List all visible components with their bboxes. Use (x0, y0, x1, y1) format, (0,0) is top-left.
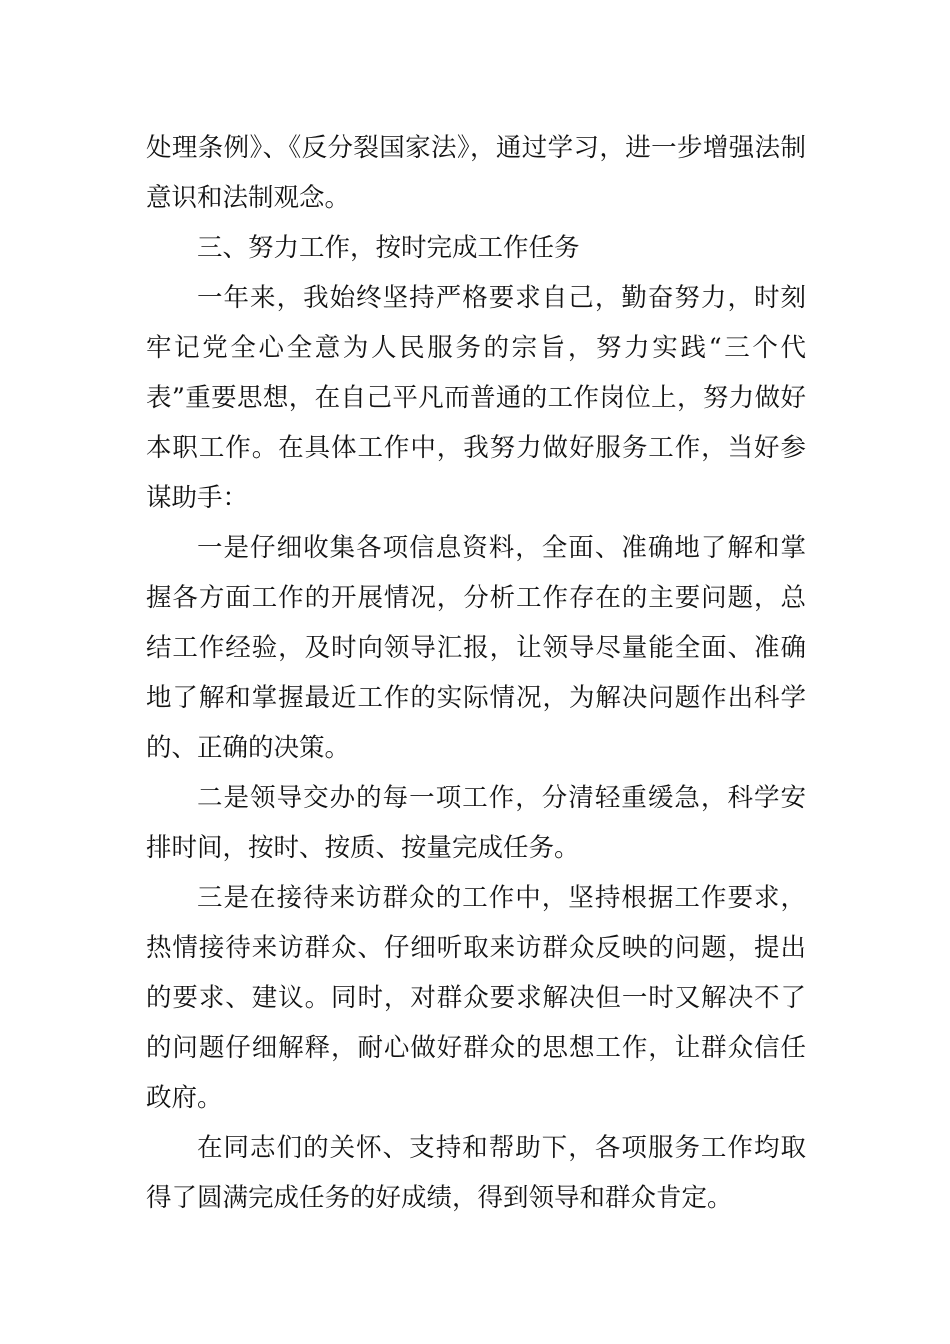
paragraph-point-three: 三是在接待来访群众的工作中，坚持根据工作要求，热情接待来访群众、仔细听取来访群众反映的问题，提出的要求、建议。同时，对群众要求解决但一时又解决不了的问题仔细解释，耐心做好群众的思想工作，让群众信任政府。 (146, 883, 806, 1113)
section-heading: 三、努力工作，按时完成工作任务 (197, 233, 580, 263)
paragraph-continuation: 处理条例》、《反分裂国家法》，通过学习，进一步增强法制意识和法制观念。 (146, 133, 806, 213)
paragraph-intro: 一年来，我始终坚持严格要求自己，勤奋努力，时刻牢记党全心全意为人民服务的宗旨，努力实践“三个代表”重要思想，在自己平凡而普通的工作岗位上，努力做好本职工作。在具体工作中，我努力做好服务工作，当好参谋助手： (146, 283, 806, 513)
paragraph-point-one: 一是仔细收集各项信息资料，全面、准确地了解和掌握各方面工作的开展情况，分析工作存在的主要问题，总结工作经验，及时向领导汇报，让领导尽量能全面、准确地了解和掌握最近工作的实际情况，为解决问题作出科学的、正确的决策。 (146, 533, 806, 763)
paragraph-conclusion: 在同志们的关怀、支持和帮助下，各项服务工作均取得了圆满完成任务的好成绩，得到领导和群众肯定。 (146, 1133, 806, 1213)
paragraph-point-two: 二是领导交办的每一项工作，分清轻重缓急，科学安排时间，按时、按质、按量完成任务。 (146, 783, 806, 863)
document-body (146, 123, 806, 1223)
